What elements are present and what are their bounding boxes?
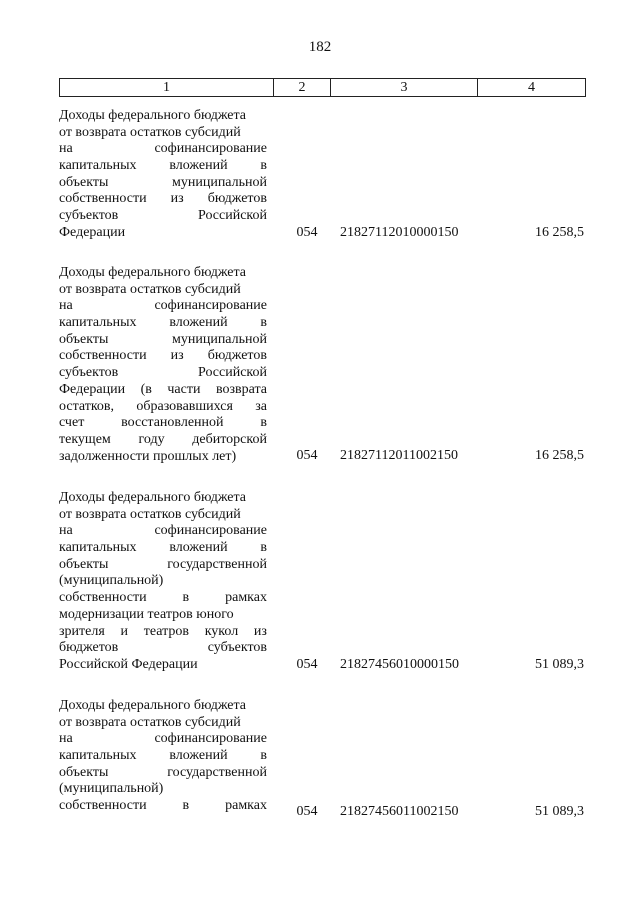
description-word: софинансирование xyxy=(154,141,267,157)
description-line xyxy=(59,557,267,574)
description-line xyxy=(59,399,267,416)
description-word: капитальных xyxy=(59,158,137,174)
description-word: (муниципальной) xyxy=(59,573,164,589)
description-line xyxy=(59,657,267,674)
description-word: вложений xyxy=(169,748,228,764)
description-word: софинансирование xyxy=(154,523,267,539)
description-word: софинансирование xyxy=(154,731,267,747)
description-line xyxy=(59,415,267,432)
description-line xyxy=(59,640,267,657)
description-line xyxy=(59,781,267,798)
description-word: от возврата остатков субсидий xyxy=(59,506,241,522)
description-line xyxy=(59,315,267,332)
description-word: собственности xyxy=(59,590,147,606)
description-word: на xyxy=(59,731,73,747)
description-word: муниципальной xyxy=(171,174,267,190)
description-word: рамках xyxy=(225,798,267,814)
admin-code: 054 xyxy=(296,657,318,673)
description-line xyxy=(59,624,267,641)
description-line xyxy=(59,108,267,125)
description-word: в xyxy=(260,540,267,556)
description-word: бюджетов xyxy=(207,191,267,207)
column-header-1: 1 xyxy=(163,79,170,95)
description-word: образовавшихся xyxy=(136,398,233,414)
description-line xyxy=(59,765,267,782)
description-word: государственной xyxy=(167,556,267,572)
description-line xyxy=(59,573,267,590)
description-word: вложений xyxy=(169,315,228,331)
description-word: Федерации xyxy=(59,381,126,397)
description-word: собственности xyxy=(59,798,147,814)
description-word: капитальных xyxy=(59,540,137,556)
description-word: Доходы федерального бюджета xyxy=(59,265,247,280)
description-word: капитальных xyxy=(59,315,137,331)
description-line xyxy=(59,507,267,524)
budget-classification-code: 21827112011002150 xyxy=(340,448,458,464)
description-word: модернизации театров юного xyxy=(59,606,234,622)
page-number: 182 xyxy=(308,39,332,55)
amount: 51 089,3 xyxy=(535,657,584,673)
description-line xyxy=(59,191,267,208)
description-line xyxy=(59,265,267,282)
income-description xyxy=(59,490,267,674)
description-word: театров xyxy=(143,623,189,639)
description-word: собственности xyxy=(59,191,147,207)
description-line xyxy=(59,225,267,242)
admin-code: 054 xyxy=(296,804,318,820)
description-word: зрителя xyxy=(59,623,105,639)
description-word: муниципальной xyxy=(171,331,267,347)
description-word: остатков, xyxy=(59,398,115,414)
description-line xyxy=(59,175,267,192)
description-line xyxy=(59,523,267,540)
description-word: дебиторской xyxy=(192,431,267,447)
description-word: задолженности прошлых лет) xyxy=(59,448,237,464)
description-line xyxy=(59,348,267,365)
budget-classification-code: 21827456011002150 xyxy=(340,804,459,820)
admin-code: 054 xyxy=(296,448,318,464)
description-word: на xyxy=(59,298,73,314)
description-word: от возврата остатков субсидий xyxy=(59,124,241,140)
table-row xyxy=(59,490,586,674)
description-line xyxy=(59,798,267,815)
description-word: Российской xyxy=(198,208,267,224)
column-header-row xyxy=(59,78,586,97)
description-word: на xyxy=(59,523,73,539)
description-word: восстановленной xyxy=(121,415,224,431)
description-word: бюджетов xyxy=(207,348,267,364)
description-line xyxy=(59,748,267,765)
description-word: в xyxy=(182,590,190,606)
description-word: (муниципальной) xyxy=(59,781,164,797)
description-word: текущем xyxy=(59,431,111,447)
description-word: и xyxy=(120,623,128,639)
description-word: из xyxy=(253,623,267,639)
description-word: году xyxy=(138,431,165,447)
description-word: в xyxy=(260,415,267,431)
description-word: из xyxy=(170,191,184,207)
description-line xyxy=(59,125,267,142)
description-word: кукол xyxy=(204,623,239,639)
income-description xyxy=(59,265,267,465)
description-word: государственной xyxy=(167,764,267,780)
amount: 16 258,5 xyxy=(535,225,584,241)
description-word: Российской Федерации xyxy=(59,656,198,672)
description-word: от возврата остатков субсидий xyxy=(59,714,241,730)
description-word: рамках xyxy=(225,590,267,606)
description-word: бюджетов xyxy=(59,640,119,656)
description-line xyxy=(59,731,267,748)
description-word: в xyxy=(260,748,267,764)
description-word: в xyxy=(182,798,190,814)
description-word: Доходы федерального бюджета xyxy=(59,698,247,713)
income-description xyxy=(59,108,267,242)
column-header-3: 3 xyxy=(330,79,477,96)
description-line xyxy=(59,208,267,225)
description-word: от возврата остатков субсидий xyxy=(59,281,241,297)
amount: 51 089,3 xyxy=(535,804,584,820)
description-word: счет xyxy=(59,415,85,431)
description-line xyxy=(59,432,267,449)
description-line xyxy=(59,141,267,158)
table-row xyxy=(59,265,586,465)
description-word: собственности xyxy=(59,348,147,364)
description-line xyxy=(59,449,267,466)
table-row xyxy=(59,108,586,242)
description-line xyxy=(59,382,267,399)
description-line xyxy=(59,158,267,175)
income-description xyxy=(59,698,267,815)
description-word: части xyxy=(167,381,201,397)
admin-code: 054 xyxy=(296,225,318,241)
description-word: за xyxy=(255,398,267,414)
description-word: Федерации xyxy=(59,224,126,240)
description-word: в xyxy=(260,158,267,174)
description-word: вложений xyxy=(169,158,228,174)
column-header-4: 4 xyxy=(477,79,585,96)
budget-classification-code: 21827112010000150 xyxy=(340,225,459,241)
description-line xyxy=(59,698,267,715)
description-word: капитальных xyxy=(59,748,137,764)
description-line xyxy=(59,607,267,624)
description-word: (в xyxy=(140,381,152,397)
description-line xyxy=(59,298,267,315)
description-line xyxy=(59,282,267,299)
description-word: субъектов xyxy=(59,208,119,224)
description-word: Доходы федерального бюджета xyxy=(59,490,247,505)
budget-classification-code: 21827456010000150 xyxy=(340,657,459,673)
description-word: субъектов xyxy=(207,640,267,656)
description-word: объекты xyxy=(59,556,109,572)
description-word: в xyxy=(260,315,267,331)
column-header-2: 2 xyxy=(273,79,330,96)
description-line xyxy=(59,715,267,732)
description-word: объекты xyxy=(59,331,109,347)
description-word: Доходы федерального бюджета xyxy=(59,108,247,123)
description-word: софинансирование xyxy=(154,298,267,314)
description-word: объекты xyxy=(59,174,109,190)
description-word: возврата xyxy=(215,381,267,397)
description-line xyxy=(59,540,267,557)
description-word: Российской xyxy=(198,365,267,381)
description-line xyxy=(59,590,267,607)
description-line xyxy=(59,332,267,349)
description-line xyxy=(59,365,267,382)
description-word: субъектов xyxy=(59,365,119,381)
amount: 16 258,5 xyxy=(535,448,584,464)
description-word: из xyxy=(170,348,184,364)
description-word: объекты xyxy=(59,764,109,780)
description-line xyxy=(59,490,267,507)
description-word: на xyxy=(59,141,73,157)
table-row xyxy=(59,698,586,821)
description-word: вложений xyxy=(169,540,228,556)
